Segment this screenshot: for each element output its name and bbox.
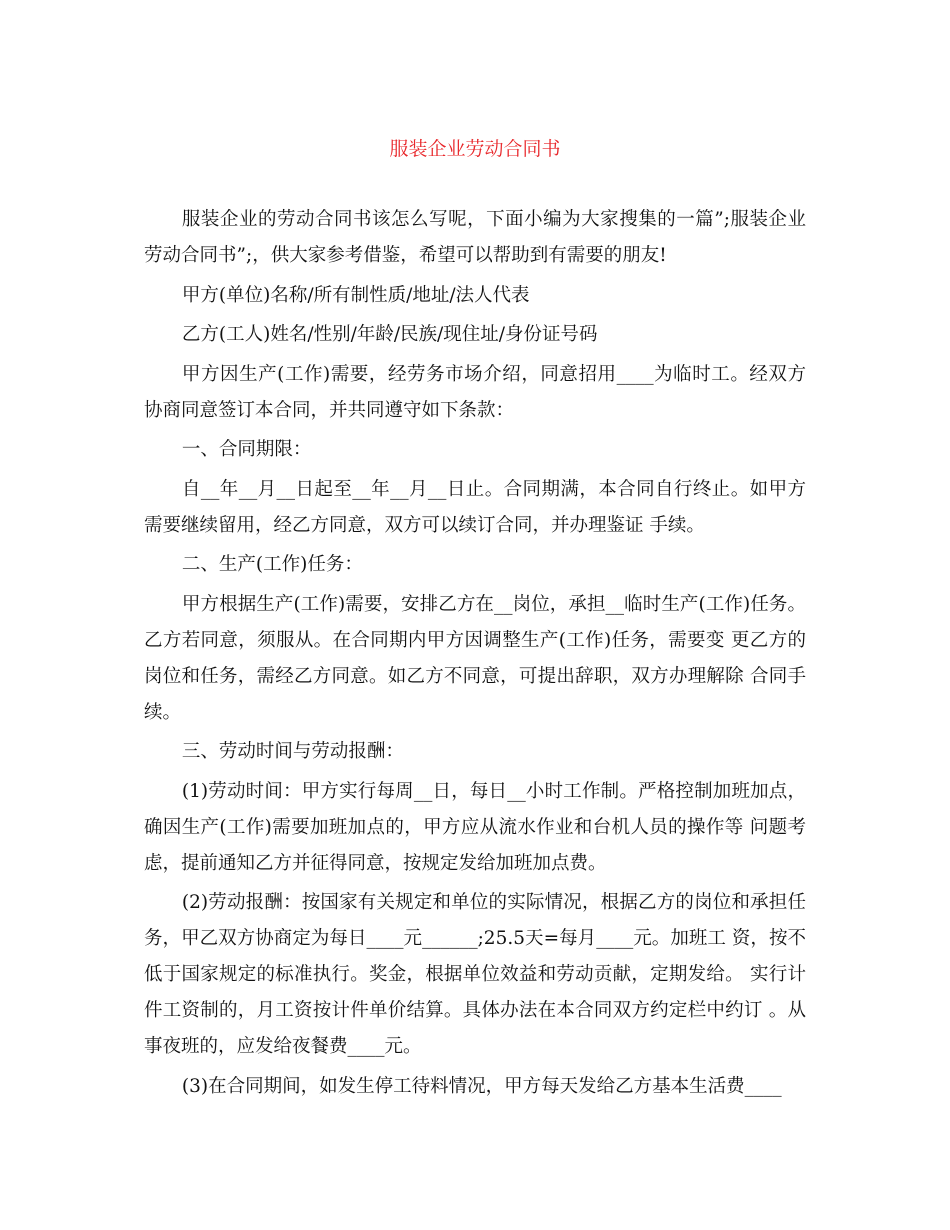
paragraph-work-stoppage: (3)在合同期间，如发生停工待料情况，甲方每天发给乙方基本生活费____ xyxy=(181,1075,782,1097)
paragraph-working-hours: (1)劳动时间：甲方实行每周__日，每日__小时工作制。严格控制加班加点，确因生产(工作)需要加班加点的，甲方应从流水作业和台机人员的操作等 问题考虑，提前通知乙方并征得同意，按规定发给加班加点费。 xyxy=(144,780,806,874)
paragraph-tasks: 甲方根据生产(工作)需要，安排乙方在__岗位，承担__临时生产(工作)任务。乙方若同意，须服从。在合同期内甲方因调整生产(工作)任务，需要变 更乙方的岗位和任务，需经乙方同意。如乙方不同意，可提出辞职，双方办理解除 合同手续。 xyxy=(144,593,806,723)
document-title: 服装企业劳动合同书 xyxy=(389,138,561,160)
section-heading-term: 一、合同期限： xyxy=(181,439,312,460)
paragraph-remuneration: (2)劳动报酬：按国家有关规定和单位的实际情况，根据乙方的岗位和承担任务，甲乙双方协商定为每日____元______;25.5天=每月____元。加班工 资，按不低于国家规定的标准执行。奖金，根据单位效益和劳动贡献，定期发给。 实行计件工资制的，月工资按计件单价结算。具体办法在本合同双方约定栏中约订 。从事夜班的，应发给夜餐费____元。 xyxy=(144,892,806,1057)
document-body xyxy=(144,202,806,1108)
paragraph-party-b: 乙方(工人)姓名/性别/年龄/民族/现住址/身份证号码 xyxy=(181,324,598,345)
paragraph-preamble: 甲方因生产(工作)需要，经劳务市场介绍，同意招用____为临时工。经双方协商同意签订本合同，并共同遵守如下条款： xyxy=(144,363,806,421)
paragraph-party-a: 甲方(单位)名称/所有制性质/地址/法人代表 xyxy=(181,284,530,306)
section-heading-hours-pay: 三、劳动时间与劳动报酬： xyxy=(181,741,404,762)
paragraph-intro: 服装企业的劳动合同书该怎么写呢，下面小编为大家搜集的一篇”;服装企业劳动合同书”;，供大家参考借鉴，希望可以帮助到有需要的朋友! xyxy=(144,209,806,266)
paragraph-term: 自__年__月__日起至__年__月__日止。合同期满，本合同自行终止。如甲方需要继续留用，经乙方同意，双方可以续订合同，并办理鉴证 手续。 xyxy=(144,478,806,536)
section-heading-tasks: 二、生产(工作)任务： xyxy=(181,554,363,575)
